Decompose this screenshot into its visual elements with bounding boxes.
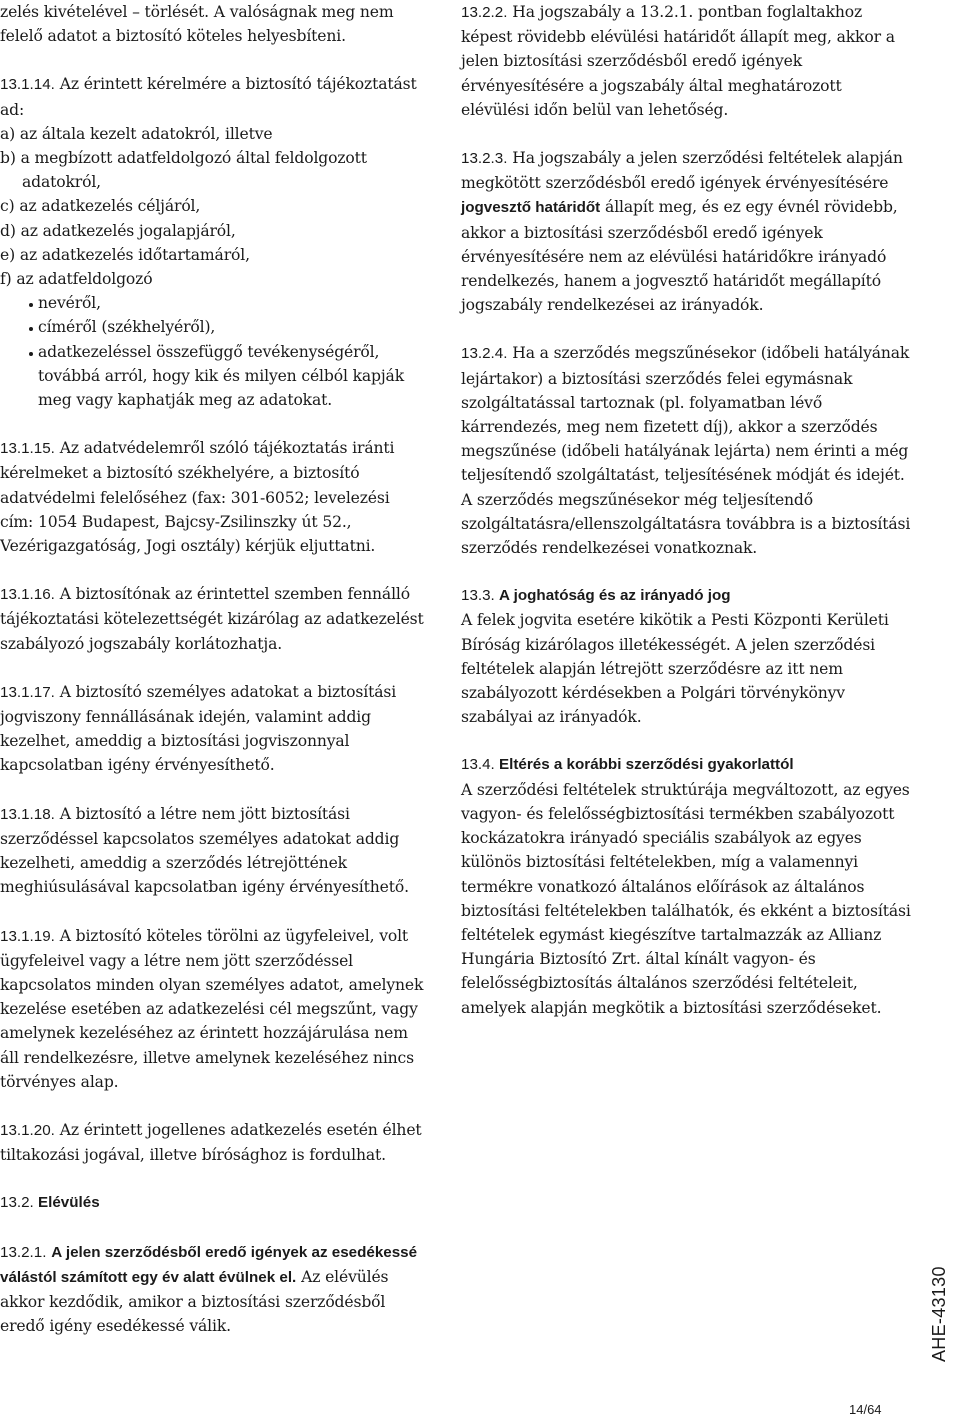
list-item: e) az adatkezelés időtartamáról, [0,245,250,264]
section-text: Ha jogszabály a jelen szerződési feltételek alapján megkötött szerződésből eredő igények érvényesítésére [461,149,903,193]
section-13-3 [461,584,911,729]
section-13-1-20 [0,1118,425,1167]
section-text: A szerződési feltételek struktúrája megváltozott, az egyes vagyon- és felelősségbiztosítási termékben szabályozott kockázatokra irányadó speciális szabályok az egyes különös biztosítási feltételekben, míg a valamennyi termékre vonatkozó általános előírások az általános biztosítási feltételekben találhatók, és ekként a biztosítási feltételek egymást kiegészítve tartalmazzák az Allianz Hungária Biztosító Zrt. által kínált vagyon- és felelősségbiztosítás általános szerződési feltételeit, amelyek alapján megkötik a biztosítási szerződéseket. [461,780,911,1017]
section-number: 13.2.2. [461,4,508,21]
section-13-4 [461,753,911,1019]
section-number: 13.4. [461,756,495,774]
bullet-item: nevéről, [0,291,425,315]
section-number: 13.1.20. [0,1121,55,1139]
section-number: 13.2.4. [461,345,508,363]
right-column [461,0,911,1020]
section-number: 13.1.16. [0,586,55,604]
section-13-1-19 [0,924,425,1094]
list-item: c) az adatkezelés céljáról, [0,197,201,216]
list-item: a) az általa kezelt adatokról, illetve [0,124,273,143]
list-item: d) az adatkezelés jogalapjáról, [0,221,236,240]
section-number: 13.3. [461,587,495,605]
section-text: Az elévülés akkor kezdődik, amikor a biztosítási szerződésből eredő igény esedékessé válik. [0,1267,389,1336]
section-bold-text: jogvesztő határidőt [461,199,601,217]
section-text: A biztosítónak az érintettel szemben fennálló tájékoztatási kötelezettségét kizárólag az adatkezelést szabályozó jogszabály korlátozhatja. [0,585,424,653]
section-number: 13.1.17. [0,683,55,701]
bullet-item: címéről (székhelyéről), [0,315,425,339]
section-13-2-heading [0,1191,425,1215]
section-13-2-2 [461,0,911,122]
section-13-1-14 [0,72,425,412]
section-number: 13.1.18. [0,805,55,823]
document-code: AHE-43130 [929,1266,949,1362]
section-text: Az adatvédelemről szóló tájékoztatás iránti kérelmeket a biztosító székhelyére, a biztosító adatvédelmi felelőséhez (fax: 301-6052; levelezési cím: 1054 Budapest, Bajcsy-Zsilinszky út 52., Vezérigazgatóság, Jogi osztály) kérjük eljuttatni. [0,439,395,556]
bullet-item: adatkezeléssel összefüggő tevékenységéről, továbbá arról, hogy kik és milyen célból kapják meg vagy kaphatják meg az adatokat. [0,340,425,413]
list-item: f) az adatfeldolgozó [0,270,153,289]
section-heading [461,584,911,608]
intro-paragraph: zelés kivételével – törlését. A valóságnak meg nem felelő adatot a biztosító köteles helyesbíteni. [0,3,394,46]
section-13-2-3 [461,146,911,317]
section-number: 13.1.15. [0,440,55,458]
section-heading [461,753,911,777]
section-text: A biztosító a létre nem jött biztosítási szerződéssel kapcsolatos személyes adatokat addig kezelheti, ameddig a szerződés létrejöttének meghiúsulásával kapcsolatban igény érvényesíthető. [0,804,409,897]
section-13-1-16 [0,582,425,656]
left-column [0,0,425,1338]
section-title: A joghatóság és az irányadó jog [499,587,731,605]
section-text: Ha a szerződés megszűnésekor (időbeli hatályának lejártakor) a biztosítási szerződés felei egymásnak szolgáltatással tartoznak (pl. folyamatban lévő kárrendezés, meg nem fizetett díj), akkor a szerződés megszűnése (időbeli hatályának lejárta) nem érinti a még teljesítendő szolgáltatást, teljesítésének módját és idejét. A szerződés megszűnésekor még teljesítendő szolgáltatásra/ellenszolgáltatásra továbbra is a biztosítási szerződés rendelkezései vonatkoznak. [461,344,911,558]
section-number: 13.1.14. [0,76,55,94]
section-number: 13.2.3. [461,150,508,168]
section-text: állapít meg, és ez egy évnél rövidebb, akkor a biztosítási szerződésből eredő igények érvényesítésére nem az elévülési határidőkre irányadó rendelkezés, hanem a jogvesztő határidőt megállapító jogszabály rendelkezései az irányadók. [461,198,898,315]
section-13-2-1 [0,1240,425,1339]
section-number: 13.2.1. [0,1243,47,1261]
section-bold-text: A jelen szerződésből eredő igények az esedékessé válástól számított egy év alatt évülnek el. [0,1243,418,1286]
section-13-1-18 [0,802,425,900]
section-text: A biztosító köteles törölni az ügyfeleivel, volt ügyfeleivel vagy a létre nem jött szerződéssel kapcsolatos minden olyan személyes adatot, amelynek kezelése esetében az adatkezelési cél megszűnt, vagy amelynek kezeléséhez az érintett hozzájárulása nem áll rendelkezésre, illetve amelynek kezeléséhez nincs törvényes alap. [0,926,424,1091]
section-13-1-15 [0,436,425,558]
section-13-2-4 [461,341,911,560]
section-title: Eltérés a korábbi szerződési gyakorlattól [499,756,794,774]
section-text: Ha jogszabály a 13.2.1. pontban foglaltakhoz képest rövidebb elévülési határidőt állapít meg, akkor a jelen biztosítási szerződésből eredő igények érvényesítésére a jogszabály által meghatározott elévülési időn belül van lehetőség. [461,3,895,119]
section-text: Az érintett kérelmére a biztosító tájékoztatást ad: [0,75,417,119]
section-number: 13.2. [0,1194,34,1212]
section-13-1-17 [0,680,425,778]
page-number: 14/64 [849,1402,882,1417]
section-title: Elévülés [38,1194,100,1212]
section-text: A felek jogvita esetére kikötik a Pesti Központi Kerületi Bíróság kizárólagos illetékességét. A jelen szerződési feltételek alapján létrejött szerződésre az itt nem szabályozott kérdésekben a Polgári törvénykönyv szabályai az irányadók. [461,611,889,727]
list-item: b) a megbízott adatfeldolgozó által feldolgozott adatokról, [0,149,367,192]
section-text: Az érintett jogellenes adatkezelés esetén élhet tiltakozási jogával, illetve bírósághoz is fordulhat. [0,1120,422,1165]
section-number: 13.1.19. [0,927,55,945]
section-text: A biztosító személyes adatokat a biztosítási jogviszony fennállásának idején, valamint addig kezelhet, ameddig a biztosítási jogviszonnyal kapcsolatban igény érvényesíthető. [0,682,397,775]
